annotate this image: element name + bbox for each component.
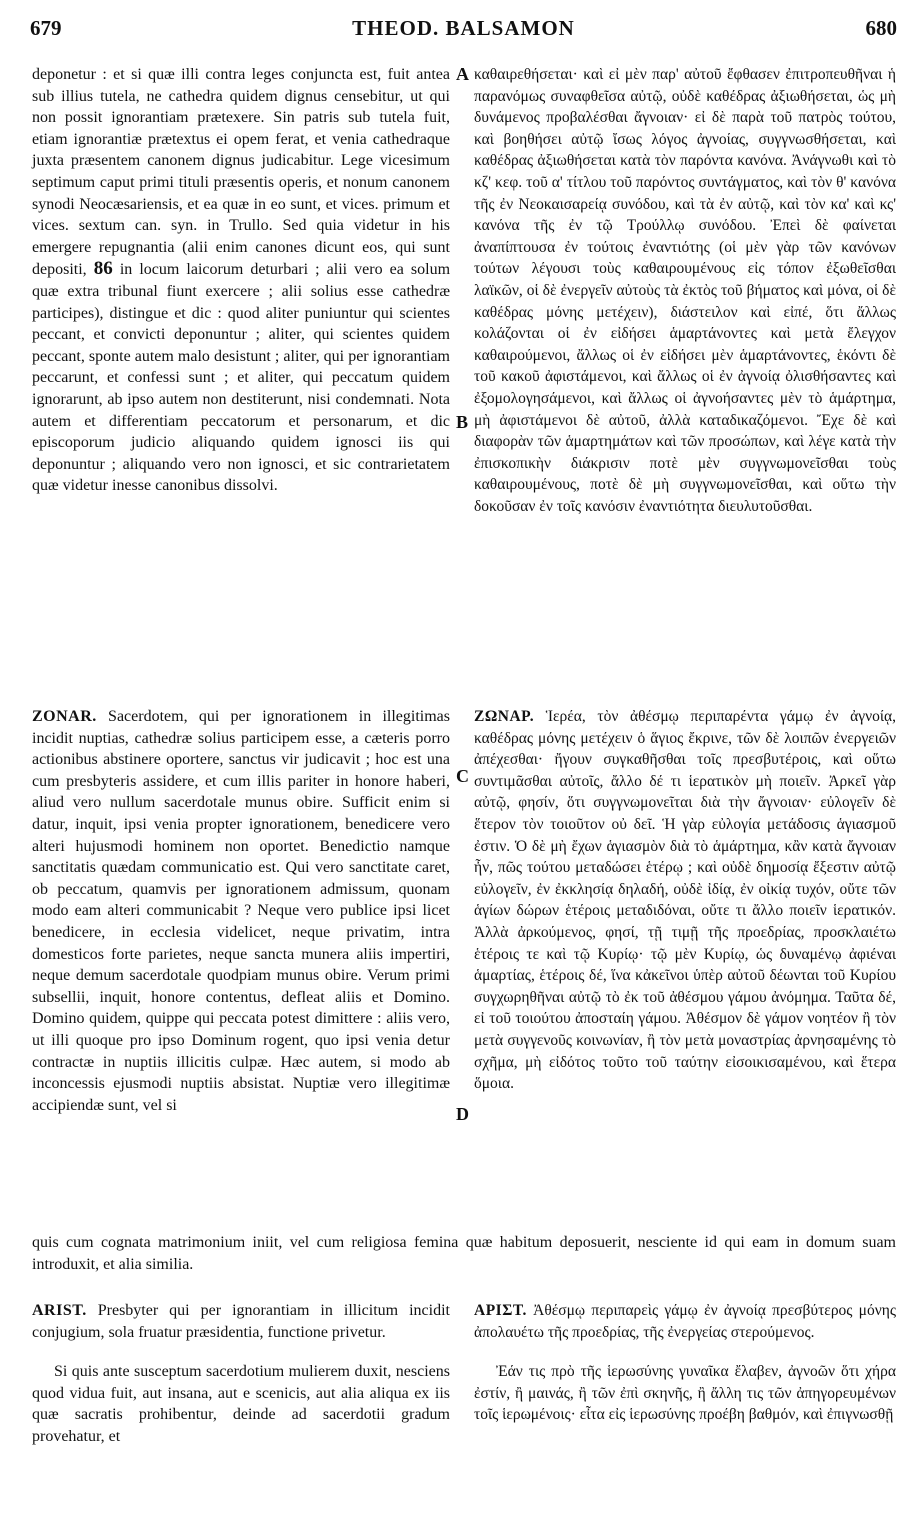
greek-zonar-paragraph <box>474 706 896 1095</box>
greek-paragraph-1: καθαιρεθήσεται· καὶ εἰ μὲν παρ' αὐτοῦ ἔφθασεν ἐπιτροπευθῆναι ἡ παρανόμως συναφθεῖσα αὐτῷ, οὐδὲ καθέδρας ἀξιωθήσεται, ὡς μὴ δυνάμενος προβαλέσθαι ἄγνοιαν· εἰ δὲ παρὰ τοῦ πατρὸς τούτου, καὶ βοηθήσει αὐτῷ ἴσως λόγος ἀγνοίας, συγγνωσθήσεται, καὶ καθέδρας ἀξιωθήσεται κατὰ τὸν παρόντα κανόνα. Ἀνάγνωθι καὶ τὸ κζ' κεφ. τοῦ α' τίτλου τοῦ παρόντος συντάγματος, καὶ τὸν θ' κανόνα τῆς ἐν Νεοκαισαρείᾳ συνόδου, καὶ τὰ ἐν αὐτῷ, καὶ τὸν κα' καὶ κς' κανόνα τῆς ἐν τῷ Τρούλλῳ συνόδου. Ἐπεὶ δὲ φαίνεται ἀναπίπτουσα ἐν τούτοις ἐναντιότης (οἱ μὲν γὰρ τῶν κανόνων τούτων λέγουσι τοὺς καθαιρουμένους εἰς τόπον ἐξωθεῖσθαι λαϊκῶν, οἱ δὲ ἐνεργεῖν αὐτοὺς τὰ ἐκτὸς τοῦ βήματος καὶ μόνα, οἱ δὲ καθέδρας μόνης μετέχειν), διάστειλον καὶ εἰπέ, ὅτι ἄλλως κολάζονται οἱ ἐν εἰδήσει ἁμαρτάνοντες καὶ μετὰ ἔλεγχον καθαιρούμενοι, ἄλλως οἱ ἐν εἰδήσει μὲν ἁμαρτάνοντες, ἑκόντι δὲ τοῦ κακοῦ ἀφιστάμενοι, καὶ ἄλλως οἱ ἐν ἀγνοίᾳ ὀλισθήσαντες καὶ ἐξομολογησάμενοι, καὶ ἄλλως οἱ ἀγνοήσαντες μὲν τὸ ἁμάρτημα, μὴ ἀφιστάμενοι δὲ αὐτοῦ, ἀλλὰ καταδικαζόμενοι. Ἔχε δὲ καὶ διαφορὰν τῶν ἁμαρτημάτων καὶ τῶν προσώπων, καὶ λέγε κατὰ τὴν ἐπισκοπικὴν διάκρισιν ποτὲ μὲν συγγνωμονεῖσθαι τοὺς καθαιρουμένους, ποτὲ δὲ μὴ συγγνωμονεῖσθαι, καὶ οὕτω τὴν δοκοῦσαν ἐν τοῖς κανόσιν ἐναντιότητα διευλυτοῦσθαι. <box>474 66 896 515</box>
latin-para-1b: in locum laicorum deturbari ; alii vero ea solum quæ extra tribunal fiunt exercere ; alii solius esse cathedræ participes), distingue et dic : quod aliter puniuntur qui scientes peccant, et convicti deponuntur ; aliter, qui scientes quidem peccant, sponte autem malo desistunt ; aliter, qui per ignorantiam peccarunt, et confessi sunt ; et aliter, qui peccatum quidem ignorarunt, ab ipso autem non destiterunt, nisi condemnati. Nota autem et differentiam peccatorum et personarum, et dic episcoporum judicio aliquando quidem ignosci iis qui deponuntur ; aliquando vero non ignosci, et sic contrarietatem quæ videtur inesse canonibus dissolvi. <box>32 261 451 495</box>
zonar-heading-latin: ZONAR. <box>32 708 97 725</box>
latin-para-1a: deponetur : et si quæ illi contra leges conjuncta est, fuit antea sub illius tutela, ne cathedra quidem dignus censebitur, ut qui non possit ignorantiam prætexere. Sin patris sub tutela fuit, etiam ignorantiæ prætextus ei opem ferat, et venia cathedraque juxta præsentem canonem dignus judicabitur. Lege vicesimum septimum caput primi tituli præsentis operis, et nonum canonem synodi Neocæsariensis, et ea quæ in eo sunt, et vices. primum et vices. sextum can. syn. in Trullo. Sed quia videtur in his emergere repugnantia (alii enim canones dicunt eos, qui sunt depositi, <box>32 66 450 279</box>
column-number: 86 <box>93 258 113 280</box>
full-width-line: quis cum cognata matrimonium iniit, vel cum religiosa femina quæ habitum deposuerit, nesciente id qui eam in domum suam introduxit, et alia similia. <box>32 1234 896 1273</box>
latin-arist-paragraph <box>32 1300 450 1343</box>
arist-heading-greek: ΑΡΙΣΤ. <box>474 1302 527 1319</box>
margin-marker-b: B <box>456 412 469 432</box>
greek-column-zonar <box>474 706 896 1095</box>
latin-zonar-paragraph <box>32 706 450 1116</box>
arist-heading-latin: ARIST. <box>32 1302 87 1319</box>
greek-column-lower <box>474 1300 896 1426</box>
zonar-text-greek: Ἱερέα, τὸν ἀθέσμῳ περιπαρέντα γάμῳ ἐν ἀγνοίᾳ, καθέδρας μόνης μετέχειν ὁ ἅγιος ἔκρινε, τῶν δὲ λοιπῶν ἐνεργειῶν ἀπέχεσθαι· ἤγουν συγκαθῆσθαι τοῖς πρεσβυτέροις, καὶ οὕτω συντιμᾶσθαι αὐτοῖς, ἄλλο δέ τι ἱερατικὸν μὴ ποιεῖν. Ἀρκεῖ γὰρ αὐτῷ, φησίν, ὅτι συγγνωμονεῖται διὰ τὴν ἄγνοιαν· εὐλογεῖν δὲ ἕτερον τὸν τοιοῦτον οὐ δεῖ. Ἡ γὰρ εὐλογία μετάδοσις ἁγιασμοῦ ἐστιν. Ὁ δὲ μὴ ἔχων ἁγιασμὸν διὰ τὸ ἁμάρτημα, κἂν κατὰ ἄγνοιαν ἦν, πῶς τούτου μεταδώσει ἑτέρῳ ; καὶ οὐδὲ δημοσίᾳ ἔξεστιν αὐτῷ εὐλογεῖν, ἐν ἐκκλησίᾳ δηλαδή, οὐδὲ ἰδίᾳ, ἐν οἰκίᾳ τυχόν, οὔτε τῶν ἁγίων δώρων ἑτέροις μεταδιδόναι, οὔτε τι ἄλλο ποιεῖν ἱερατικόν. Ἀλλὰ ἀρκούμενος, φησί, τῇ τιμῇ τῆς προεδρίας, προσκλαιέτω ἑτέροις τε καὶ τῷ Κυρίῳ· τῷ μὲν Κυρίῳ, ὡς δυναμένῳ ἀφιέναι ἁμαρτίας, ἑτέροις δέ, ἵνα κἀκεῖνοι ὑπὲρ αὐτοῦ δέωνται τοῦ Κυρίου συγχωρηθῆναι αὐτῷ τὸ ἐκ τοῦ ἀθέσμου γάμου ἀνόμημα. Ταῦτα δέ, εἰ τοῦ τοιούτου ἀποσταίη γάμου. Ἀθέσμον δὲ γάμον νοητέον ἢ τὸν μετὰ συγγενοῦς κοινωνίαν, ἢ τὸν μετὰ μοναστρίας ἀρνησαμένης τὸ σχῆμα, μὴ εἰδότος τοῦτο τοῦ ταύτην εἰσοικισαμένου, καὶ ἕτερα ὅμοια. <box>474 708 896 1093</box>
margin-marker-d: D <box>456 1104 469 1124</box>
page-number-right: 680 <box>865 16 897 40</box>
arist-text-latin: Presbyter qui per ignorantiam in illicitum incidit conjugium, sola fruatur præsidentia, functione privetur. <box>32 1302 450 1341</box>
margin-marker-a: A <box>456 64 469 84</box>
latin-column-upper <box>32 64 450 497</box>
margin-marker-c: C <box>456 766 469 786</box>
page-number-left: 679 <box>30 16 62 40</box>
greek-column-upper <box>474 64 896 517</box>
latin-column-zonar <box>32 706 450 1116</box>
latin-paragraph-1 <box>32 64 450 497</box>
greek-last-paragraph: Ἐάν τις πρὸ τῆς ἱερωσύνης γυναῖκα ἔλαβεν, ἀγνοῶν ὅτι χήρα ἐστίν, ἢ μαινάς, ἢ τῶν ἐπὶ σκηνῆς, ἢ ἄλλη τις τῶν ἀπηγορευμένων τοῖς ἱερωμένοις· εἶτα εἰς ἱερωσύνης προέβη βαθμόν, καὶ ἐπιγνωσθῇ <box>474 1363 896 1424</box>
zonar-heading-greek: ΖΩΝΑΡ. <box>474 708 535 725</box>
greek-arist-paragraph <box>474 1300 896 1343</box>
latin-column-lower <box>32 1300 450 1448</box>
arist-text-greek: Ἀθέσμῳ περιπαρεὶς γάμῳ ἐν ἀγνοίᾳ πρεσβύτερος μόνης ἀπολαυέτω τῆς προεδρίας, τῆς ἐνεργείας στερούμενος. <box>474 1302 896 1341</box>
zonar-text-latin: Sacerdotem, qui per ignorationem in illegitimas incidit nuptias, cathedræ solius participem esse, a cæteris porro actionibus abstinere oportere, sanctus vir judicavit ; hoc est una cum presbyteris assidere, et cum illis pariter in honore haberi, aliud vero nullum sacerdotale munus obire. Sufficit enim si datur, inquit, ipsi venia propter ignorationem, benedicere vero alteri hujusmodi hominem non oportet. Benedictio namque sanctitatis quædam communicatio est. Qui vero sanctitate caret, ob peccatum, quamvis per ignorationem admissum, quonam modo eam alteri communicabit ? Neque vero publice ipsi licet benedicere, in ecclesia videlicet, neque privatim, intra domesticos forte parietes, neque sancta munera aliis impertiri, neque demum sacerdotale quodpiam munus obire. Verum primi subsellii, inquit, honore contentus, defleat aliis et Domino. Domino quidem, quippe qui peccata potest dimittere : aliis vero, ut illi quoque pro ipso Dominum rogent, quo ipsi venia detur contractæ in nuptiis illicitis culpæ. Hæc autem, si modo ab inconcessis ejusmodi nuptiis absistat. Nuptiæ vero illegitimæ accipiendæ sunt, vel si <box>32 708 451 1114</box>
running-title: THEOD. BALSAMON <box>352 16 575 40</box>
latin-last-paragraph: Si quis ante susceptum sacerdotium mulierem duxit, nesciens quod vidua fuit, aut insana, aut e scenicis, aut alia aliqua ex iis quæ sacratis prohibentur, deinde ad sacerdotii gradum provehatur, et <box>32 1363 450 1445</box>
page-header <box>30 16 897 46</box>
